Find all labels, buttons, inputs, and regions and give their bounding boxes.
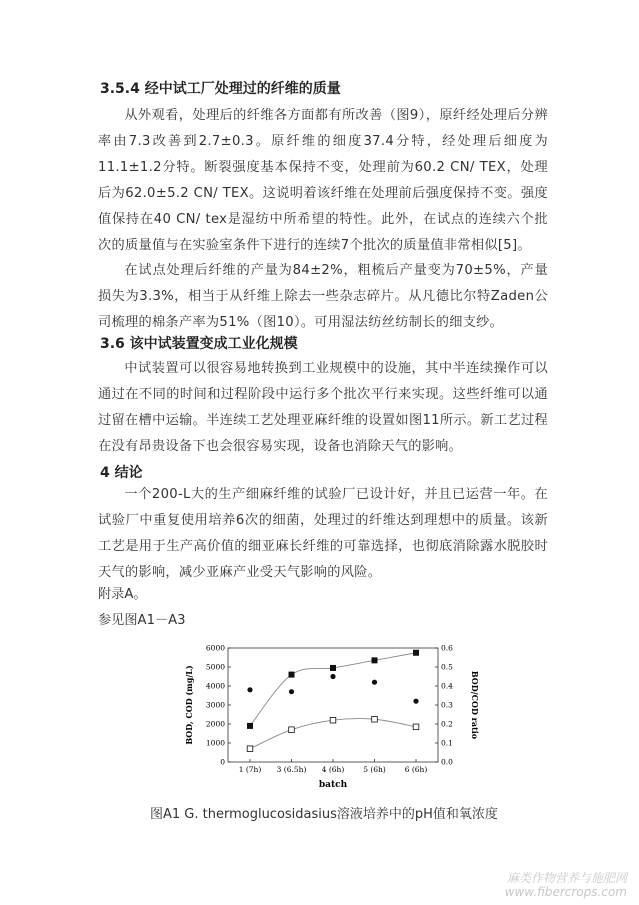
y-tick-label-left: 0 xyxy=(220,757,225,767)
data-point-open-square xyxy=(289,727,295,733)
y-tick-label-left: 5000 xyxy=(205,662,225,672)
data-point-filled-square xyxy=(289,672,295,678)
y-tick-label-right: 0.2 xyxy=(441,719,453,729)
y-tick-label-left: 1000 xyxy=(205,738,225,748)
y-tick-label-right: 0.3 xyxy=(441,700,453,710)
data-point-filled-square xyxy=(372,657,378,663)
x-tick-label: 3 (6.5h) xyxy=(276,765,307,774)
y-axis-label-left: BOD, COD (mg/L) xyxy=(184,665,194,745)
y-tick-label-right: 0.0 xyxy=(441,757,453,767)
bod-cod-chart xyxy=(180,640,480,790)
x-tick-label: 5 (6h) xyxy=(363,765,386,774)
data-point-filled-square xyxy=(330,665,336,671)
watermark xyxy=(505,871,627,899)
data-point-filled-square xyxy=(247,723,253,729)
data-point-open-square xyxy=(413,724,419,730)
data-point-filled-square xyxy=(413,650,419,656)
y-tick-label-left: 3000 xyxy=(205,700,225,710)
paragraph-industrial-scale: 中试装置可以很容易地转换到工业规模中的设施，其中半连续操作可以通过在不同的时间和过程阶段中运行多个批次平行来实现。这些纤维可以通过留在槽中运输。半连续工艺处理亚麻纤维的设置如图11所示。新工艺过程在没有昂贵设备下也会很容易实现，设备也消除天气的影响。 xyxy=(98,361,548,454)
data-point-filled-circle xyxy=(289,689,294,694)
figure-caption: 图A1 G. thermoglucosidasius溶液培养中的pH值和氧浓度 xyxy=(150,807,498,822)
y-tick-label-right: 0.1 xyxy=(441,738,453,748)
data-point-open-square xyxy=(330,717,336,723)
section-heading-4: 4 结论 xyxy=(100,465,143,481)
y-tick-label-left: 4000 xyxy=(205,681,225,691)
appendix-reference-line: 参见图A1－A3 xyxy=(98,613,186,628)
paragraph-fiber-yield: 在试点处理后纤维的产量为84±2%，粗梳后产量变为70±5%，产量损失为3.3%，相当于从纤维上除去一些杂志碎片。从凡德比尔特Zaden公司梳理的棉条产率为51%（图10）。可用湿法纺丝纺制长的细支纱。 xyxy=(98,263,548,330)
data-point-filled-circle xyxy=(413,699,418,704)
y-tick-label-right: 0.4 xyxy=(441,681,453,691)
section-heading-3-6: 3.6 该中试装置变成工业化规模 xyxy=(100,336,298,352)
watermark-url: www.fibercrops.com xyxy=(504,885,627,899)
x-tick-label: 4 (6h) xyxy=(321,765,345,774)
x-axis-label: batch xyxy=(318,780,348,790)
series-line-0 xyxy=(250,653,416,726)
y-tick-label-left: 2000 xyxy=(205,719,225,729)
data-point-open-square xyxy=(247,746,253,752)
y-tick-label-right: 0.5 xyxy=(441,662,453,672)
y-tick-label-left: 6000 xyxy=(205,643,225,653)
y-tick-label-right: 0.6 xyxy=(441,643,453,653)
data-point-open-square xyxy=(372,716,378,722)
appendix-line: 附录A。 xyxy=(98,587,147,602)
data-point-filled-circle xyxy=(372,680,377,685)
paragraph-fiber-quality: 从外观看，处理后的纤维各方面都有所改善（图9），原纤经处理后分辨率由7.3改善到2.7±0.3。原纤维的细度37.4分特，经处理后细度为11.1±1.2分特。断裂强度基本保持不变，处理前为60.2 CN/ TEX，处理后为62.0±5.2 CN/ TEX。这说明着该纤维在处理前后强度保持不变。强度值保持在40 CN/ tex是湿纺中所希望的特性。此外，在试点的连续六个批次的质量值与在实验室条件下进行的连续7个批次的质量值非常相似[5]。 xyxy=(98,108,548,253)
section-heading-3-5-4: 3.5.4 经中试工厂处理过的纤维的质量 xyxy=(100,81,341,97)
x-tick-label: 1 (7h) xyxy=(238,765,262,774)
data-point-filled-circle xyxy=(247,687,252,692)
watermark-title: 麻类作物营养与施肥网 xyxy=(506,871,627,885)
paragraph-conclusion: 一个200-L大的生产细麻纤维的试验厂已设计好，并且已运营一年。在试验厂中重复使用培养6次的细菌，处理过的纤维达到理想中的质量。该新工艺是用于生产高价值的细亚麻长纤维的可靠选择，也彻底消除露水脱胶时天气的影响，减少亚麻产业受天气影响的风险。 xyxy=(98,487,548,580)
y-axis-label-right: BOD/COD ratio xyxy=(470,670,480,740)
data-point-filled-circle xyxy=(330,674,335,679)
x-tick-label: 6 (6h) xyxy=(404,765,428,774)
